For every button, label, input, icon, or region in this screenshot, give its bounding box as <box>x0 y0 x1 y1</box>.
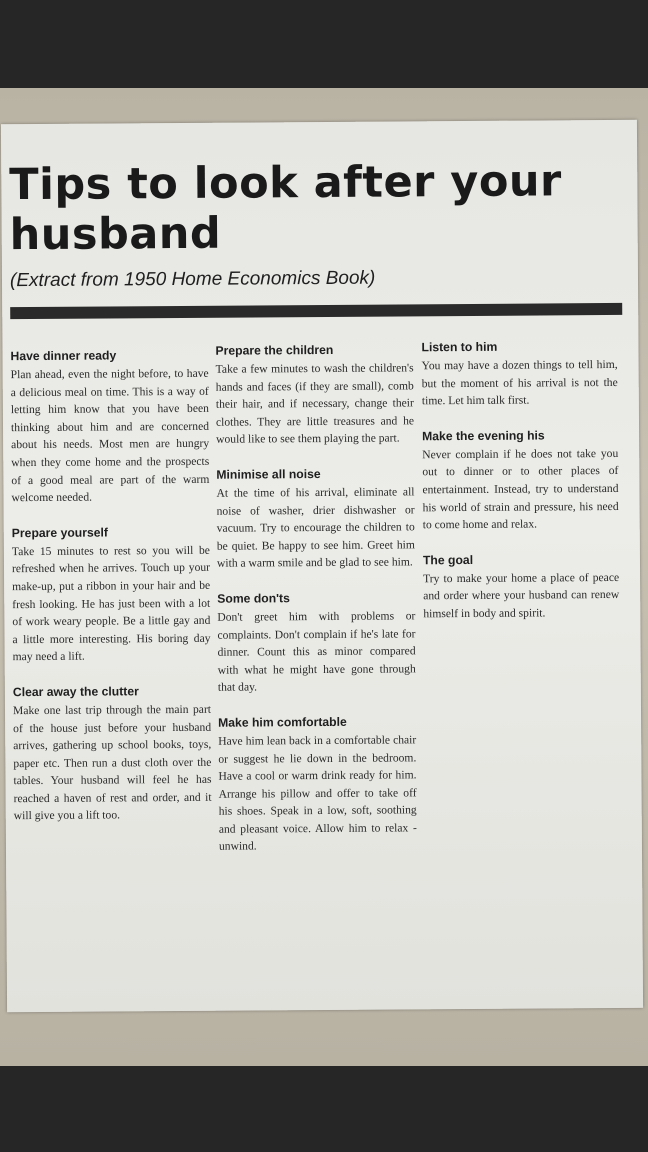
column-2 <box>215 341 417 873</box>
section-heading: Prepare the children <box>215 342 334 358</box>
section-body: Plan ahead, even the night before, to have a delicious meal on time. This is a way of letting him know that you have been thinking about him and are concerned about his needs. Most men are hungry when they come home and the prospects of a good meal are part of the warm welcome needed. <box>10 366 210 505</box>
column-1 <box>10 347 211 843</box>
section-heading: The goal <box>422 552 474 568</box>
section-listen-to-him <box>421 338 617 410</box>
column-3 <box>421 338 619 641</box>
section-make-evening-his <box>422 427 619 534</box>
section-make-him-comfortable <box>218 713 417 856</box>
document-subtitle: (Extract from 1950 Home Economics Book) <box>9 267 376 292</box>
section-heading: Clear away the clutter <box>12 684 139 700</box>
title-divider <box>10 303 622 319</box>
section-clear-away-clutter <box>13 683 212 826</box>
section-heading: Make him comfortable <box>218 714 347 730</box>
section-minimise-noise <box>216 465 415 572</box>
section-heading: Minimise all noise <box>216 466 321 482</box>
section-have-dinner-ready <box>10 347 209 507</box>
section-body: Never complain if he does not take you out to dinner or to other places of entertainment. Instead, try to understand his world of strain and pressure, his need to come home and relax. <box>422 446 619 532</box>
section-body: Have him lean back in a comfortable chair or suggest he lie down in the bedroom. Have a cool or warm drink ready for him. Arrange his pillow and offer to take off his shoes. Speak in a low, soft, soothing and pleasant voice. Allow him to relax - unwind. <box>218 733 417 854</box>
section-prepare-yourself <box>12 524 211 667</box>
section-heading: Some don'ts <box>217 591 290 606</box>
section-body: Don't greet him with problems or complaints. Don't complain if he's late for dinner. Count this as minor compared with what he might have gone through that day. <box>217 609 416 695</box>
section-body: Try to make your home a place of peace and order where your husband can renew himself in body and spirit. <box>423 570 620 621</box>
section-heading: Prepare yourself <box>11 525 109 540</box>
top-black-bar <box>0 0 648 88</box>
section-body: At the time of his arrival, eliminate all noise of washer, drier dishwasher or vacuum. Try to encourage the children to be quiet. Be happy to see him. Greet him with a warm smile and be glad to see him. <box>216 485 415 571</box>
section-heading: Listen to him <box>421 339 498 355</box>
section-body: Take 15 minutes to rest so you will be refreshed when he arrives. Touch up your make-up, put a ribbon in your hair and be fresh looking. He has just been with a lot of work weary people. Be a little gay and a little more interesting. His boring day may need a lift. <box>11 543 211 664</box>
bottom-black-bar <box>0 1066 648 1152</box>
document-title: Tips to look after your husband <box>9 156 562 261</box>
document-page <box>1 120 643 1012</box>
section-body: Make one last trip through the main part of the house just before your husband arrives, gathering up school books, toys, paper etc. Then run a dust cloth over the tables. Your husband will feel he has reached a haven of rest and order, and it will give you a lift too. <box>12 702 212 823</box>
section-prepare-children <box>215 341 414 448</box>
section-the-goal <box>423 551 619 623</box>
section-body: You may have a dozen things to tell him, but the moment of his arrival is not the time. Let him talk first. <box>421 357 618 408</box>
section-some-donts <box>217 589 416 696</box>
section-heading: Make the evening his <box>422 428 545 444</box>
section-heading: Have dinner ready <box>10 348 117 364</box>
section-body: Take a few minutes to wash the children's hands and faces (if they are small), comb their hair, and if necessary, change their clothes. They are little treasures and he would like to see them playing the part. <box>215 361 415 447</box>
